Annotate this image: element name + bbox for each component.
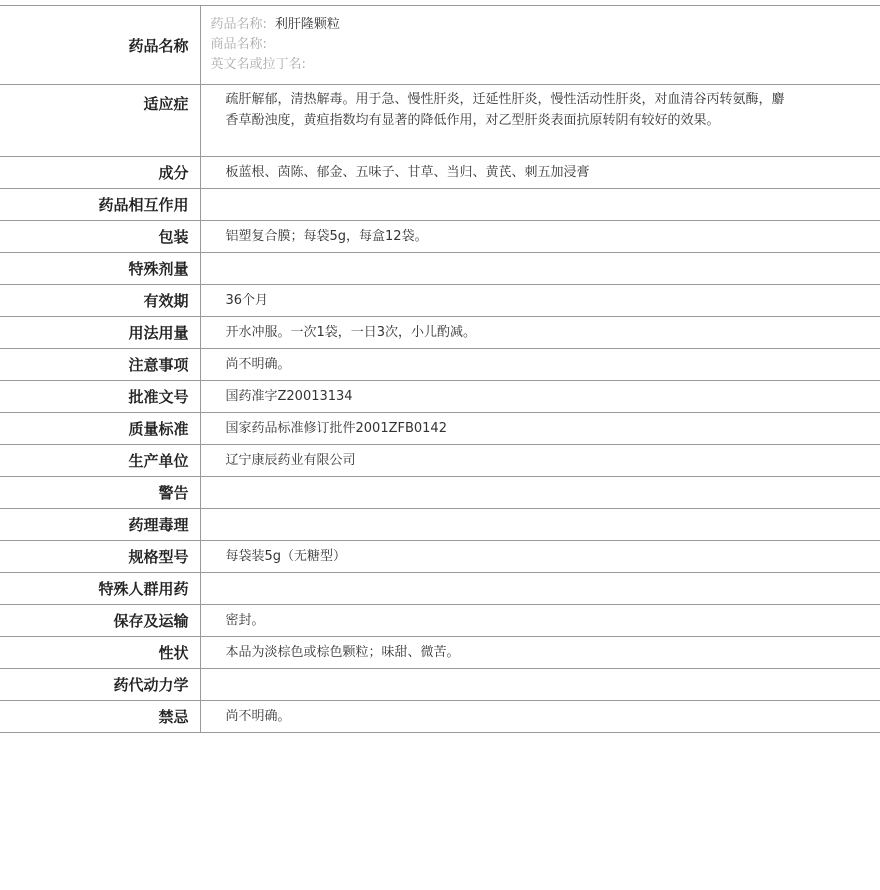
row-label: 质量标准: [0, 413, 200, 445]
row-value: 疏肝解郁，清热解毒。用于急、慢性肝炎，迁延性肝炎，慢性活动性肝炎，对血清谷丙转氨酶，麝香草酚浊度，黄疸指数均有显著的降低作用，对乙型肝炎表面抗原转阴有较好的效果。: [200, 85, 880, 157]
row-label: 生产单位: [0, 445, 200, 477]
row-label: 注意事项: [0, 349, 200, 381]
name-line-generic: [211, 15, 789, 35]
row-value: 密封。: [200, 605, 880, 637]
row-value: 尚不明确。: [200, 349, 880, 381]
table-row: [0, 381, 880, 413]
drug-info-table: [0, 5, 880, 733]
row-label: 警告: [0, 477, 200, 509]
drug-name-values: [200, 6, 880, 85]
row-label: 批准文号: [0, 381, 200, 413]
table-row: [0, 253, 880, 285]
row-label: 适应症: [0, 85, 200, 157]
row-label: 包装: [0, 221, 200, 253]
row-value: 本品为淡棕色或棕色颗粒；味甜、微苦。: [200, 637, 880, 669]
row-label: 特殊人群用药: [0, 573, 200, 605]
row-value: 36个月: [200, 285, 880, 317]
row-label: 药理毒理: [0, 509, 200, 541]
row-label: 药品相互作用: [0, 189, 200, 221]
row-value: [200, 253, 880, 285]
name-key: 商品名称:: [210, 37, 267, 52]
row-value: [200, 509, 880, 541]
table-row: [0, 477, 880, 509]
row-label: 性状: [0, 637, 200, 669]
row-label: 成分: [0, 157, 200, 189]
table-row: [0, 541, 880, 573]
row-label: 有效期: [0, 285, 200, 317]
name-line-latin: [211, 55, 789, 75]
row-value: 板蓝根、茵陈、郁金、五味子、甘草、当归、黄芪、刺五加浸膏: [200, 157, 880, 189]
table-row: [0, 189, 880, 221]
row-value: 每袋装5g（无糖型）: [200, 541, 880, 573]
name-line-trade: [211, 35, 789, 55]
table-row: [0, 317, 880, 349]
row-value: [200, 573, 880, 605]
row-label: 用法用量: [0, 317, 200, 349]
row-drug-name: [0, 6, 880, 85]
row-value: 辽宁康辰药业有限公司: [200, 445, 880, 477]
row-label: 规格型号: [0, 541, 200, 573]
row-value: 尚不明确。: [200, 701, 880, 733]
row-indication: [0, 85, 880, 157]
row-label: 药品名称: [0, 6, 200, 85]
row-value: 国药准字Z20013134: [200, 381, 880, 413]
row-value: 开水冲服。一次1袋，一日3次，小儿酌减。: [200, 317, 880, 349]
name-value: 利肝隆颗粒: [274, 17, 340, 32]
name-key: 英文名或拉丁名:: [210, 57, 306, 72]
row-value: [200, 669, 880, 701]
table-row: [0, 413, 880, 445]
row-label: 禁忌: [0, 701, 200, 733]
table-row: [0, 701, 880, 733]
row-label: 保存及运输: [0, 605, 200, 637]
table-row: [0, 669, 880, 701]
table-row: [0, 349, 880, 381]
table-row: [0, 573, 880, 605]
row-label: 特殊剂量: [0, 253, 200, 285]
table-row: [0, 509, 880, 541]
table-row: [0, 157, 880, 189]
row-value: 国家药品标准修订批件2001ZFB0142: [200, 413, 880, 445]
table-row: [0, 605, 880, 637]
name-key: 药品名称:: [210, 17, 267, 32]
row-value: 铝塑复合膜；每袋5g，每盒12袋。: [200, 221, 880, 253]
table-row: [0, 285, 880, 317]
table-row: [0, 445, 880, 477]
row-value: [200, 477, 880, 509]
table-row: [0, 637, 880, 669]
table-row: [0, 221, 880, 253]
row-label: 药代动力学: [0, 669, 200, 701]
row-value: [200, 189, 880, 221]
